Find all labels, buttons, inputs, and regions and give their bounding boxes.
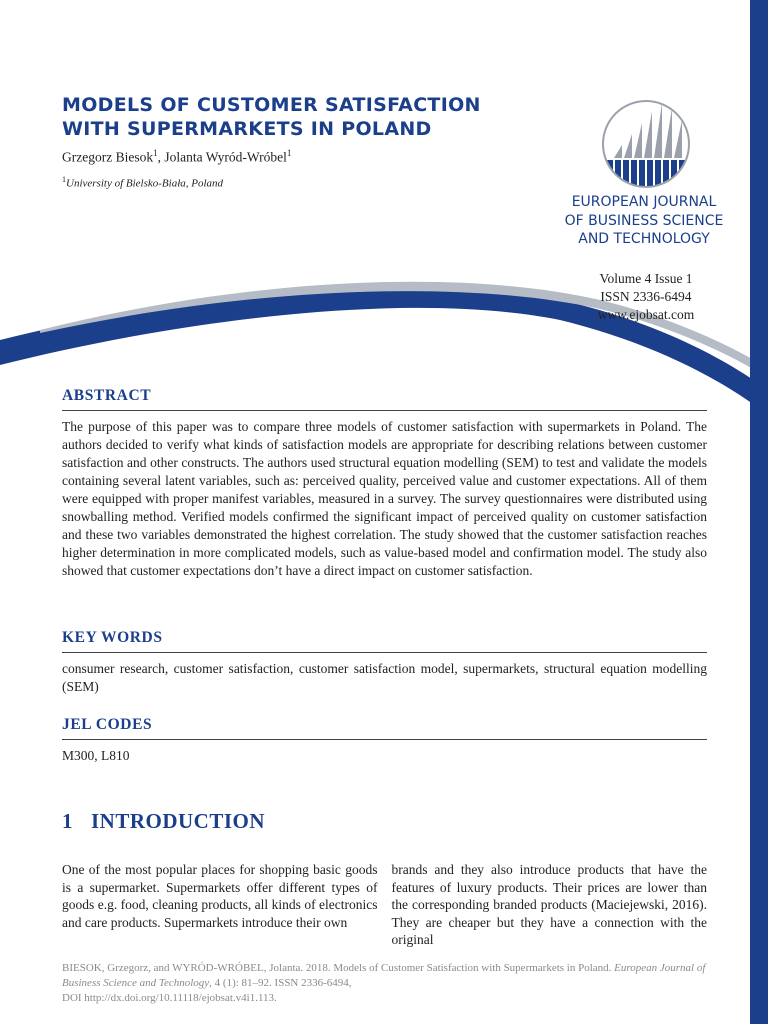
author-1: Grzegorz Biesok	[62, 149, 154, 165]
citation-doi: DOI http://dx.doi.org/10.11118/ejobsat.v4i1.113.	[62, 992, 277, 1004]
city-skyline-logo-icon	[600, 98, 692, 190]
author-1-affil-mark: 1	[153, 148, 158, 158]
affiliation-text: University of Bielsko-Biała, Poland	[66, 177, 224, 190]
keywords-heading: KEY WORDS	[62, 629, 707, 653]
keywords-text: consumer research, customer satisfaction, customer satisfaction model, supermarkets, structural equation modelling (SEM)	[62, 661, 707, 694]
journal-name-line-2: OF BUSINESS SCIENCE	[564, 212, 724, 229]
volume-issue: Volume 4 Issue 1	[599, 271, 693, 286]
introduction-heading	[62, 809, 265, 834]
authors-line	[62, 148, 291, 166]
keywords-section	[62, 629, 707, 696]
author-2-affil-mark: 1	[286, 148, 292, 158]
affiliation	[62, 175, 223, 190]
journal-website: www.ejobsat.com	[597, 307, 695, 322]
title-line-1: MODELS OF CUSTOMER SATISFACTION	[62, 94, 481, 116]
journal-info	[560, 270, 732, 324]
journal-name-line-1: EUROPEAN JOURNAL	[571, 194, 717, 210]
right-sidebar-stripe	[750, 0, 768, 1024]
abstract-section	[62, 387, 707, 580]
jel-section	[62, 716, 707, 765]
intro-column-left: One of the most popular places for shopping basic goods is a supermarket. Supermarkets offer different types of goods e.g. food, cleaning products, all kinds of electronics and care products. Supermarkets introduce their own	[62, 862, 378, 930]
author-2: Jolanta Wyród-Wróbel	[164, 149, 287, 165]
citation-footer	[62, 961, 717, 1006]
journal-name	[540, 193, 748, 249]
citation-journal: European Journal of Business Science and Technology	[62, 962, 706, 989]
citation-volume-pages: , 4 (1): 81–92. ISSN 2336-6494,	[209, 977, 352, 989]
citation-authors-title: BIESOK, Grzegorz, and WYRÓD-WRÓBEL, Jolanta. 2018. Models of Customer Satisfaction with Supermarkets in Poland.	[62, 962, 615, 974]
jel-text: M300, L810	[62, 748, 130, 763]
abstract-heading: ABSTRACT	[62, 387, 707, 411]
section-title: INTRODUCTION	[91, 809, 266, 833]
title-line-2: WITH SUPERMARKETS IN POLAND	[62, 118, 432, 140]
section-number: 1	[62, 809, 73, 833]
paper-title	[62, 93, 481, 141]
affiliation-mark: 1	[62, 175, 66, 184]
issn: ISSN 2336-6494	[600, 289, 692, 304]
jel-heading: JEL CODES	[62, 716, 707, 740]
abstract-text: The purpose of this paper was to compare three models of customer satisfaction with supermarkets in Poland. The authors decided to verify what kinds of satisfaction models are appropriate for describing relations between customer satisfaction and other constructs. The authors used structural equation modelling (SEM) to test and validate the models containing several latent variables, such as: perceived quality, perceived value and customer expectations. All of them were equipped with proper manifest variables, measured in a survey. The survey questionnaires were distributed using snowballing method. Verified models confirmed the significant impact of perceived quality on customer satisfaction and these two variables demonstrated the highest correlation. The study showed that the customer satisfaction reaches higher determination in more complicated models, such as value-based model and confirmation model. The study also showed that customer expectations don’t have a direct impact on customer satisfaction.	[62, 419, 707, 578]
intro-column-right: brands and they also introduce products that have the features of luxury products. Their prices are lower than the corresponding branded products (Maciejewski, 2016). They are cheaper but they have a connection with the original	[391, 862, 707, 947]
introduction-body	[62, 861, 707, 949]
author-separator: ,	[157, 149, 165, 165]
journal-name-line-3: AND TECHNOLOGY	[578, 231, 710, 247]
